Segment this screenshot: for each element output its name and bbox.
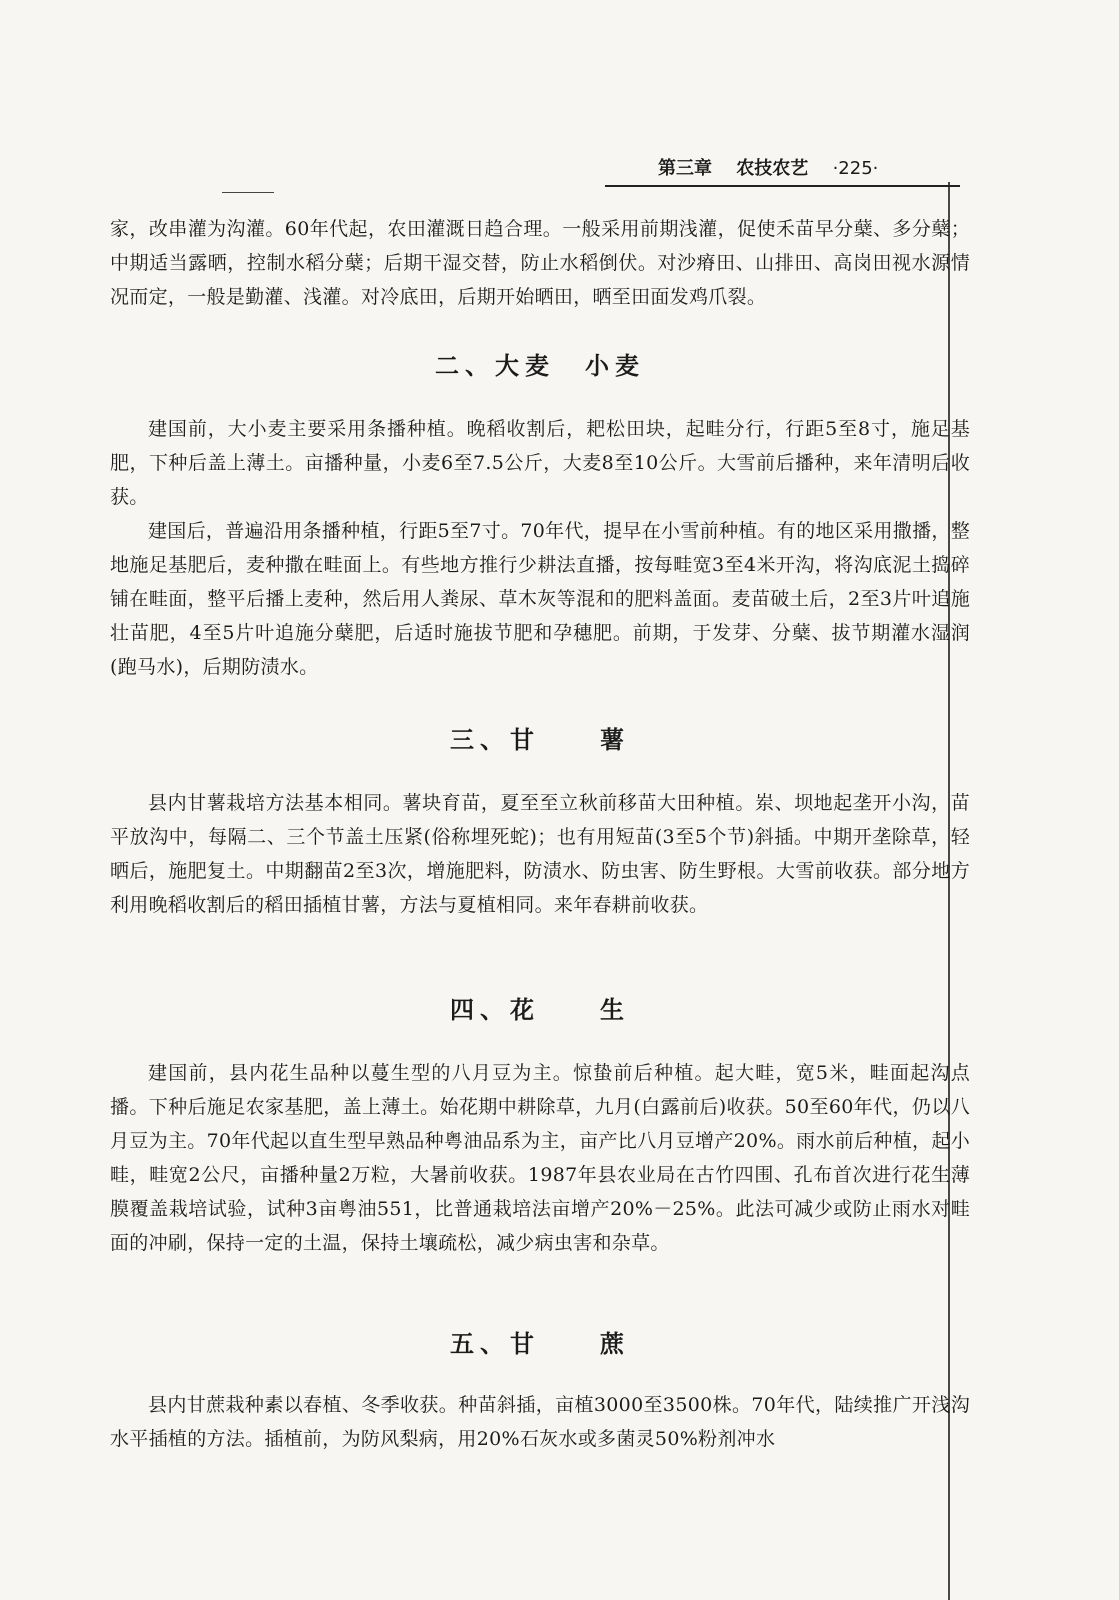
paragraph: 家，改串灌为沟灌。60年代起，农田灌溉日趋合理。一般采用前期浅灌，促使禾苗早分蘖、多分蘖；中期适当露晒，控制水稻分蘖；后期干湿交替，防止水稻倒伏。对沙瘠田、山排田、高岗田视水源情况而定，一般是勤灌、浅灌。对冷底田，后期开始晒田，晒至田面发鸡爪裂。 xyxy=(110,218,970,308)
paragraph: 建国前，县内花生品种以蔓生型的八月豆为主。惊蛰前后种植。起大畦，宽5米，畦面起沟点播。下种后施足农家基肥，盖上薄土。始花期中耕除草，九月(白露前后)收获。50至60年代，仍以八月豆为主。70年代起以直生型早熟品种粤油品系为主，亩产比八月豆增产20%。雨水前后种植，起小畦，畦宽2公尺，亩播种量2万粒，大暑前收获。1987年县农业局在古竹四围、孔布首次进行花生薄膜覆盖栽培试验，试种3亩粤油551，比普通栽培法亩增产20%－25%。此法可减少或防止雨水对畦面的冲刷，保持一定的土温，保持土壤疏松，减少病虫害和杂草。 xyxy=(110,1062,970,1254)
section-heading-sweet-potato: 三、甘 薯 xyxy=(450,726,630,754)
section-heading-sugarcane: 五、甘 蔗 xyxy=(450,1330,630,1358)
paragraph: 县内甘蔗栽种素以春植、冬季收获。种苗斜插，亩植3000至3500株。70年代，陆续推广开浅沟水平插植的方法。插植前，为防风梨病，用20%石灰水或多菌灵50%粉剂冲水 xyxy=(110,1394,970,1450)
paragraph: 建国前，大小麦主要采用条播种植。晚稻收割后，耙松田块，起畦分行，行距5至8寸，施足基肥，下种后盖上薄土。亩播种量，小麦6至7.5公斤，大麦8至10公斤。大雪前后播种，来年清明后收获。 xyxy=(110,418,970,508)
short-rule xyxy=(222,192,274,193)
running-header xyxy=(658,154,896,186)
section-body-sugarcane xyxy=(110,1388,970,1456)
paragraph: 建国后，普遍沿用条播种植，行距5至7寸。70年代，提早在小雪前种植。有的地区采用撒播，整地施足基肥后，麦种撒在畦面上。有些地方推行少耕法直播，按每畦宽3至4米开沟，将沟底泥土捣碎铺在畦面，整平后播上麦种，然后用人粪尿、草木灰等混和的肥料盖面。麦苗破土后，2至3片叶追施壮苗肥，4至5片叶追施分蘖肥，后适时施拔节肥和孕穗肥。前期，于发芽、分蘖、拔节期灌水湿润(跑马水)，后期防渍水。 xyxy=(110,520,970,678)
page-number: ·225· xyxy=(832,158,879,179)
paragraph: 县内甘薯栽培方法基本相同。薯块育苗，夏至至立秋前移苗大田种植。岽、坝地起垄开小沟，苗平放沟中，每隔二、三个节盖土压紧(俗称埋死蛇)；也有用短苗(3至5个节)斜插。中期开垄除草，轻晒后，施肥复土。中期翻苗2至3次，增施肥料，防渍水、防虫害、防生野根。大雪前收获。部分地方利用晚稻收割后的稻田插植甘薯，方法与夏植相同。来年春耕前收获。 xyxy=(110,792,970,916)
chapter-title: 农技农艺 xyxy=(736,158,809,179)
section-heading-barley-wheat: 二、大麦 小麦 xyxy=(435,352,645,380)
section-body-sweet-potato xyxy=(110,786,970,922)
intro-text xyxy=(110,212,970,314)
chapter-label: 第三章 xyxy=(658,158,712,179)
section-heading-peanut: 四、花 生 xyxy=(450,996,630,1024)
section-body-peanut xyxy=(110,1056,970,1260)
header-rule xyxy=(605,185,960,187)
section-body-barley-wheat xyxy=(110,412,970,684)
